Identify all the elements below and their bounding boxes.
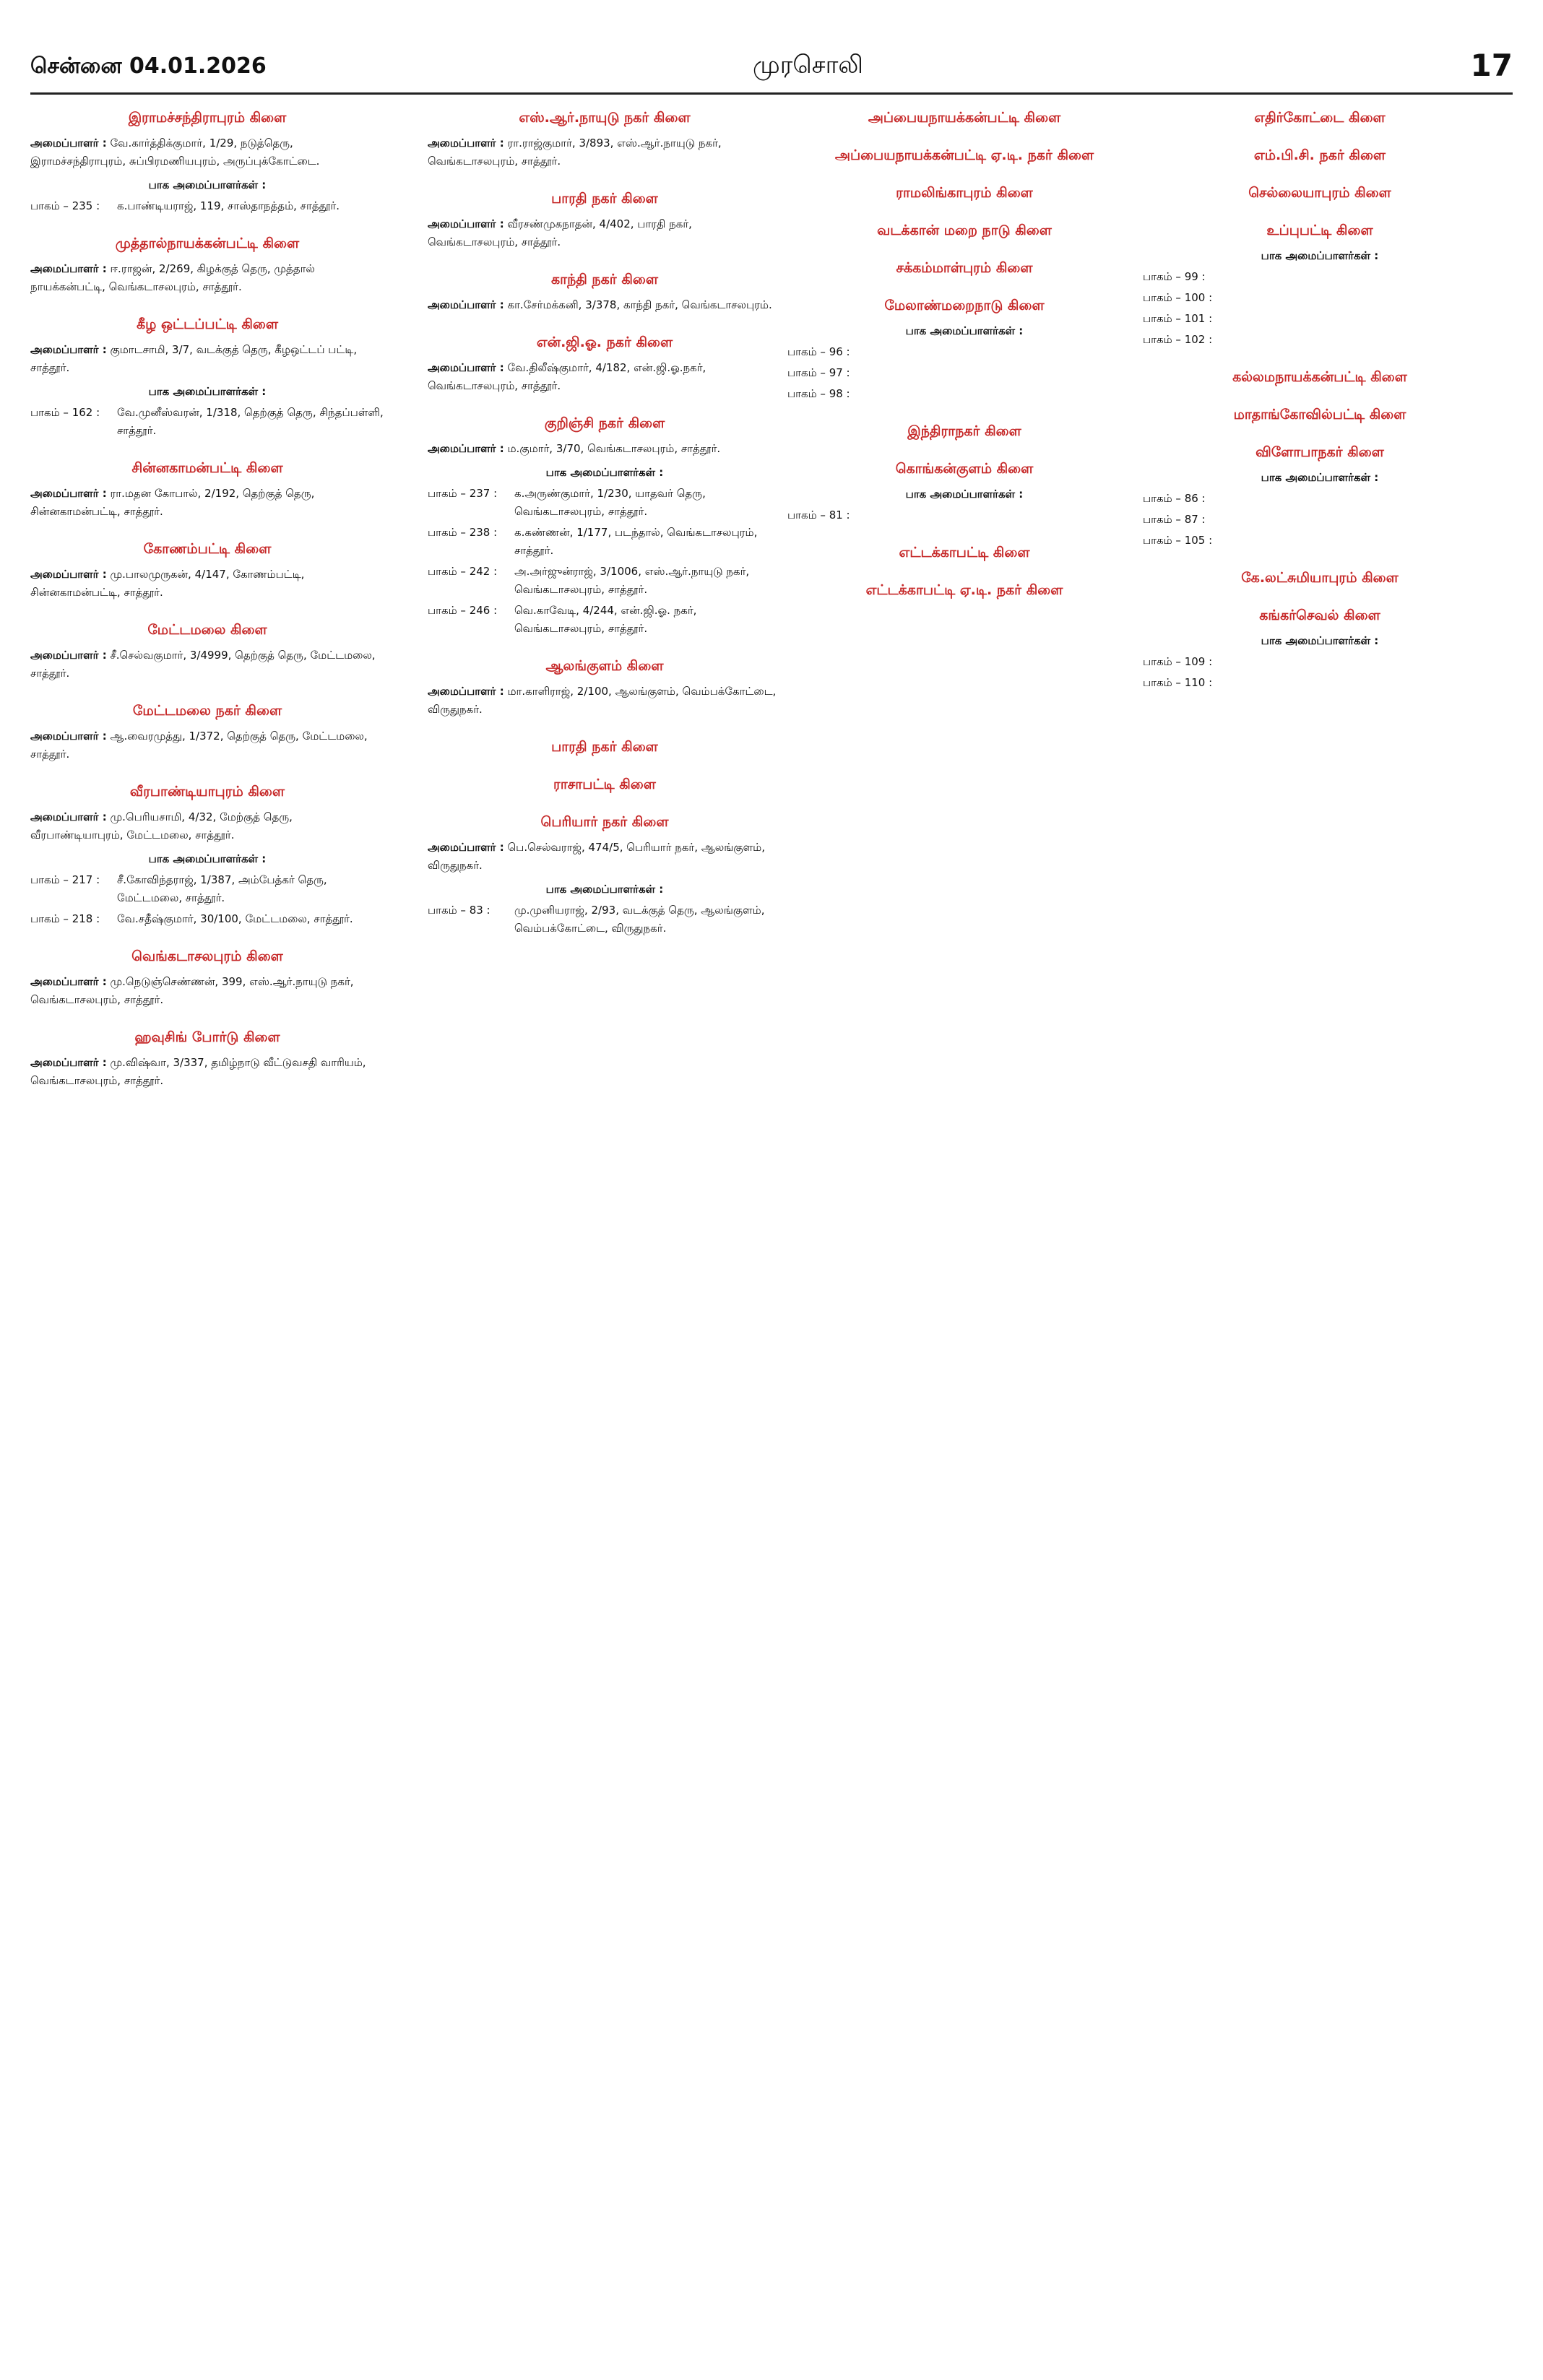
branch-section	[787, 459, 1141, 524]
leader-entry	[30, 1054, 384, 1090]
header-rule	[30, 92, 1513, 95]
leader-entry	[428, 359, 782, 395]
column-1	[30, 108, 384, 1109]
branch-section	[787, 581, 1141, 600]
part-value: வெ.காவேடி, 4/244, என்.ஜி.ஓ. நகர், வெங்கடாசலபுரம், சாத்தூர்.	[514, 604, 697, 635]
paper-name: முரசொலி	[753, 51, 863, 79]
part-value	[874, 506, 1141, 524]
leader-entry	[30, 134, 384, 170]
part-heading: பாக அமைப்பாளர்கள் :	[148, 178, 267, 191]
leader-value: வே.கார்த்திக்குமார், 1/29, நடுத்தெரு, இராமச்சந்திராபுரம், சுப்பிரமணியபுரம், அருப்புக்கோட்டை.	[30, 137, 320, 168]
part-heading: பாக அமைப்பாளர்கள் :	[1261, 249, 1379, 262]
leader-entry	[30, 566, 384, 602]
part-value	[874, 343, 1141, 361]
part-value: க.பாண்டியராஜ், 119, சாஸ்தாநத்தம், சாத்தூர்.	[117, 199, 340, 212]
branch-section	[1143, 146, 1497, 165]
part-row	[428, 485, 782, 521]
part-heading: பாக அமைப்பாளர்கள் :	[905, 488, 1024, 501]
branch-section	[787, 422, 1141, 441]
leader-value: குமாடசாமி, 3/7, வடக்குத் தெரு, கீழஒட்டப் பட்டி, சாத்தூர்.	[30, 343, 358, 374]
part-row	[787, 385, 1141, 403]
leader-entry	[30, 260, 384, 296]
part-row	[428, 602, 782, 638]
branch-section	[428, 775, 782, 794]
part-number: பாகம் – 83 :	[428, 904, 490, 917]
branch-title: பாரதி நகர் கிளை	[551, 739, 658, 755]
branch-section	[1143, 568, 1497, 587]
part-number: பாகம் – 110 :	[1143, 676, 1213, 689]
branch-section	[428, 108, 782, 170]
branch-title: குறிஞ்சி நகர் கிளை	[544, 415, 665, 431]
leader-value: ஆ.வைரமுத்து, 1/372, தெற்குத் தெரு, மேட்டமலை, சாத்தூர்.	[30, 730, 368, 761]
leader-value: மு.பாலமுருகன், 4/147, கோணம்பட்டி, சின்னகாமன்பட்டி, சாத்தூர்.	[30, 568, 305, 599]
branch-title: வடக்கான் மறை நாடு கிளை	[877, 222, 1052, 238]
part-row	[1143, 532, 1497, 550]
part-row	[1143, 511, 1497, 529]
branch-title: பாரதி நகர் கிளை	[551, 191, 658, 207]
part-value: வே.முனீஸ்வரன், 1/318, தெற்குத் தெரு, சிந்தப்பள்ளி, சாத்தூர்.	[117, 406, 384, 437]
part-row	[1143, 653, 1497, 671]
part-value	[874, 385, 1141, 403]
branch-section	[1143, 183, 1497, 202]
branch-title: என்.ஜி.ஓ. நகர் கிளை	[536, 334, 673, 350]
leader-value: மா.காளிராஜ், 2/100, ஆலங்குளம், வெம்பக்கோட்டை, விருதுநகர்.	[428, 685, 777, 716]
leader-entry	[428, 839, 782, 875]
part-number: பாகம் – 238 :	[428, 526, 498, 539]
branch-title: சக்கம்மாள்புரம் கிளை	[896, 260, 1033, 276]
leader-label: அமைப்பாளர் :	[428, 217, 504, 230]
leader-entry	[30, 485, 384, 521]
leader-label: அமைப்பாளர் :	[30, 975, 107, 988]
branch-section	[1143, 368, 1497, 386]
branch-section	[30, 701, 384, 763]
branch-title: கங்கர்செவல் கிளை	[1259, 607, 1380, 623]
leader-label: அமைப்பாளர் :	[30, 568, 107, 581]
part-heading: பாக அமைப்பாளர்கள் :	[1261, 471, 1379, 484]
column-3	[787, 108, 1141, 618]
part-row	[1143, 490, 1497, 508]
branch-title: இந்திராநகர் கிளை	[907, 423, 1021, 439]
masthead	[30, 48, 1513, 94]
column-2	[428, 108, 782, 956]
branch-title: ராமலிங்காபுரம் கிளை	[896, 185, 1033, 201]
part-value: க.அருண்குமார், 1/230, யாதவர் தெரு, வெங்கடாசலபுரம், சாத்தூர்.	[514, 487, 706, 518]
leader-value: பெ.செல்வராஜ், 474/5, பெரியார் நகர், ஆலங்குளம், விருதுநகர்.	[428, 841, 765, 872]
part-number: பாகம் – 237 :	[428, 487, 498, 500]
branch-section	[428, 189, 782, 251]
part-number: பாகம் – 102 :	[1143, 333, 1213, 346]
leader-label: அமைப்பாளர் :	[428, 361, 504, 374]
branch-section	[787, 146, 1141, 165]
leader-label: அமைப்பாளர் :	[30, 1056, 107, 1069]
leader-value: ரா.ராஜ்குமார், 3/893, எஸ்.ஆர்.நாயுடு நகர், வெங்கடாசலபுரம், சாத்தூர்.	[428, 137, 722, 168]
column-4	[1143, 108, 1497, 711]
part-value	[1229, 268, 1497, 286]
branch-section	[787, 108, 1141, 127]
leader-label: அமைப்பாளர் :	[428, 685, 504, 698]
leader-label: அமைப்பாளர் :	[428, 137, 504, 150]
part-row	[30, 910, 384, 928]
branch-title: எஸ்.ஆர்.நாயுடு நகர் கிளை	[519, 110, 691, 126]
leader-label: அமைப்பாளர் :	[428, 841, 504, 854]
branch-title: வீரபாண்டியாபுரம் கிளை	[129, 784, 285, 800]
branch-title: உப்புபட்டி கிளை	[1266, 222, 1373, 238]
part-row	[428, 524, 782, 560]
part-row	[787, 506, 1141, 524]
part-number: பாகம் – 98 :	[787, 387, 850, 400]
branch-title: எட்டக்காபட்டி ஏ.டி. நகர் கிளை	[865, 582, 1063, 598]
part-number: பாகம் – 100 :	[1143, 291, 1213, 304]
part-value	[1229, 331, 1497, 349]
branch-title: கல்லமநாயக்கன்பட்டி கிளை	[1232, 369, 1407, 385]
part-value	[1229, 532, 1497, 550]
branch-section	[30, 947, 384, 1009]
branch-section	[787, 259, 1141, 277]
leader-label: அமைப்பாளர் :	[30, 262, 107, 275]
branch-section	[30, 782, 384, 928]
leader-value: சீ.செல்வகுமார், 3/4999, தெற்குத் தெரு, மேட்டமலை, சாத்தூர்.	[30, 649, 376, 680]
branch-title: சின்னகாமன்பட்டி கிளை	[131, 460, 283, 476]
branch-section	[787, 543, 1141, 562]
part-row	[428, 901, 782, 938]
part-number: பாகம் – 99 :	[1143, 270, 1206, 283]
part-number: பாகம் – 86 :	[1143, 492, 1206, 505]
leader-label: அமைப்பாளர் :	[30, 649, 107, 662]
leader-entry	[428, 683, 782, 719]
part-row	[1143, 331, 1497, 349]
part-row	[428, 563, 782, 599]
branch-title: மேட்டமலை நகர் கிளை	[132, 703, 282, 719]
part-number: பாகம் – 97 :	[787, 366, 850, 379]
branch-title: அப்பையநாயக்கன்பட்டி கிளை	[868, 110, 1061, 126]
leader-value: ரா.மதன கோபால், 2/192, தெற்குத் தெரு, சின்னகாமன்பட்டி, சாத்தூர்.	[30, 487, 315, 518]
part-number: பாகம் – 235 :	[30, 199, 100, 212]
branch-title: கொங்கன்குளம் கிளை	[895, 461, 1034, 477]
branch-section	[428, 737, 782, 756]
leader-label: அமைப்பாளர் :	[428, 298, 504, 311]
part-heading: பாக அமைப்பாளர்கள் :	[905, 324, 1024, 337]
part-value	[1229, 653, 1497, 671]
part-number: பாகம் – 87 :	[1143, 513, 1206, 526]
part-number: பாகம் – 105 :	[1143, 534, 1213, 547]
branch-section	[30, 540, 384, 602]
part-value	[1229, 289, 1497, 307]
branch-section	[30, 459, 384, 521]
leader-entry	[30, 727, 384, 763]
part-number: பாகம் – 109 :	[1143, 655, 1213, 668]
part-number: பாகம் – 218 :	[30, 912, 100, 925]
part-value: அ.அர்ஜுன்ராஜ், 3/1006, எஸ்.ஆர்.நாயுடு நகர், வெங்கடாசலபுரம், சாத்தூர்.	[514, 565, 750, 596]
part-value	[1229, 511, 1497, 529]
part-number: பாகம் – 96 :	[787, 345, 850, 358]
part-row	[30, 197, 384, 215]
part-heading: பாக அமைப்பாளர்கள் :	[1261, 634, 1379, 647]
branch-title: விளோபாநகர் கிளை	[1255, 444, 1384, 460]
branch-title: மேட்டமலை கிளை	[147, 622, 267, 638]
branch-title: கீழ ஒட்டப்பட்டி கிளை	[136, 316, 279, 332]
branch-title: மாதாங்கோவில்பட்டி கிளை	[1233, 407, 1406, 423]
leader-entry	[30, 808, 384, 844]
branch-title: ஆலங்குளம் கிளை	[545, 658, 664, 674]
branch-section	[428, 270, 782, 314]
branch-title: ஹவுசிங் போர்டு கிளை	[134, 1029, 280, 1045]
leader-label: அமைப்பாளர் :	[428, 442, 504, 455]
part-number: பாகம் – 242 :	[428, 565, 498, 578]
part-heading: பாக அமைப்பாளர்கள் :	[148, 852, 267, 865]
part-value: க.கண்ணன், 1/177, படந்தால், வெங்கடாசலபுரம், சாத்தூர்.	[514, 526, 758, 557]
part-value: சீ.கோவிந்தராஜ், 1/387, அம்பேத்கர் தெரு, மேட்டமலை, சாத்தூர்.	[117, 873, 327, 904]
part-number: பாகம் – 101 :	[1143, 312, 1213, 325]
branch-title: எதிர்கோட்டை கிளை	[1254, 110, 1386, 126]
branch-title: எம்.பி.சி. நகர் கிளை	[1253, 147, 1386, 163]
part-number: பாகம் – 162 :	[30, 406, 100, 419]
branch-title: கோணம்பட்டி கிளை	[143, 541, 272, 557]
leader-label: அமைப்பாளர் :	[30, 137, 107, 150]
branch-section	[787, 296, 1141, 403]
branch-section	[1143, 108, 1497, 127]
branch-title: மேலாண்மறைநாடு கிளை	[884, 298, 1045, 313]
branch-title: ராசாபட்டி கிளை	[553, 776, 656, 792]
branch-section	[787, 183, 1141, 202]
branch-section	[428, 657, 782, 719]
leader-label: அமைப்பாளர் :	[30, 487, 107, 500]
part-value: மு.முனியராஜ், 2/93, வடக்குத் தெரு, ஆலங்குளம், வெம்பக்கோட்டை, விருதுநகர்.	[514, 904, 765, 935]
leader-entry	[428, 440, 782, 458]
leader-value: கா.சேர்மக்கனி, 3/378, காந்தி நகர், வெங்கடாசலபுரம்.	[507, 298, 772, 311]
part-number: பாகம் – 217 :	[30, 873, 100, 886]
branch-title: பெரியார் நகர் கிளை	[540, 814, 669, 830]
branch-section	[428, 333, 782, 395]
branch-section	[428, 414, 782, 638]
branch-section	[428, 813, 782, 938]
part-value	[1229, 310, 1497, 328]
part-row	[1143, 310, 1497, 328]
branch-section	[30, 1028, 384, 1090]
leader-entry	[30, 646, 384, 683]
leader-value: மு.நெடுஞ்செண்ணன், 399, எஸ்.ஆர்.நாயுடு நகர், வெங்கடாசலபுரம், சாத்தூர்.	[30, 975, 354, 1006]
part-value	[1229, 674, 1497, 692]
part-row	[1143, 674, 1497, 692]
part-row	[1143, 289, 1497, 307]
leader-value: மு.பெரியசாமி, 4/32, மேற்குத் தெரு, வீரபாண்டியாபுரம், மேட்டமலை, சாத்தூர்.	[30, 810, 293, 841]
branch-section	[787, 221, 1141, 240]
leader-entry	[428, 296, 782, 314]
leader-label: அமைப்பாளர் :	[30, 810, 107, 823]
leader-entry	[30, 973, 384, 1009]
page-number: 17	[1470, 48, 1513, 83]
leader-entry	[428, 215, 782, 251]
city-date: சென்னை 04.01.2026	[30, 53, 267, 79]
part-heading: பாக அமைப்பாளர்கள் :	[545, 883, 664, 896]
leader-value: ம.குமார், 3/70, வெங்கடாசலபுரம், சாத்தூர்.	[507, 442, 721, 455]
part-heading: பாக அமைப்பாளர்கள் :	[148, 385, 267, 398]
branch-section	[30, 315, 384, 440]
branch-title: கே.லட்சுமியாபுரம் கிளை	[1241, 570, 1399, 586]
part-value: வே.சதீஷ்குமார், 30/100, மேட்டமலை, சாத்தூர்.	[117, 912, 353, 925]
branch-section	[1143, 443, 1497, 550]
branch-title: செல்லையாபுரம் கிளை	[1248, 185, 1391, 201]
branch-title: அப்பையநாயக்கன்பட்டி ஏ.டி. நகர் கிளை	[834, 147, 1094, 163]
branch-section	[30, 234, 384, 296]
part-row	[30, 871, 384, 907]
part-row	[30, 404, 384, 440]
part-value	[1229, 490, 1497, 508]
leader-label: அமைப்பாளர் :	[30, 343, 107, 356]
branch-section	[1143, 405, 1497, 424]
part-heading: பாக அமைப்பாளர்கள் :	[545, 466, 664, 479]
branch-section	[30, 620, 384, 683]
leader-value: வீரசண்முகநாதன், 4/402, பாரதி நகர், வெங்கடாசலபுரம், சாத்தூர்.	[428, 217, 692, 248]
part-row	[1143, 268, 1497, 286]
part-number: பாகம் – 246 :	[428, 604, 498, 617]
leader-label: அமைப்பாளர் :	[30, 730, 107, 743]
part-value	[874, 364, 1141, 382]
branch-title: எட்டக்காபட்டி கிளை	[899, 545, 1030, 561]
part-row	[787, 364, 1141, 382]
branch-title: வெங்கடாசலபுரம் கிளை	[131, 948, 283, 964]
leader-entry	[30, 341, 384, 377]
part-row	[787, 343, 1141, 361]
branch-section	[1143, 606, 1497, 692]
leader-value: மு.விஷ்வா, 3/337, தமிழ்நாடு வீட்டுவசதி வாரியம், வெங்கடாசலபுரம், சாத்தூர்.	[30, 1056, 366, 1087]
branch-title: முத்தால்நாயக்கன்பட்டி கிளை	[115, 235, 300, 251]
branch-section	[1143, 221, 1497, 349]
leader-entry	[428, 134, 782, 170]
branch-title: காந்தி நகர் கிளை	[550, 272, 659, 287]
leader-value: ஈ.ராஜன், 2/269, கிழக்குத் தெரு, முத்தால் நாயக்கன்பட்டி, வெங்கடாசலபுரம், சாத்தூர்.	[30, 262, 315, 293]
leader-value: வே.திலீஷ்குமார், 4/182, என்.ஜி.ஓ.நகர், வெங்கடாசலபுரம், சாத்தூர்.	[428, 361, 706, 392]
part-number: பாகம் – 81 :	[787, 509, 850, 522]
branch-title: இராமச்சந்திராபுரம் கிளை	[128, 110, 287, 126]
branch-section	[30, 108, 384, 215]
